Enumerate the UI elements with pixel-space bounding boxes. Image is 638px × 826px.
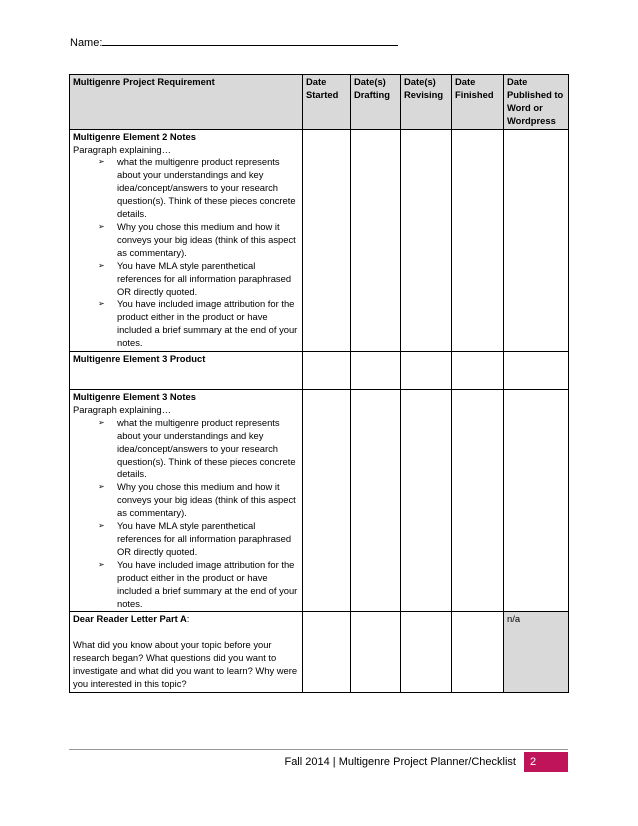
requirement-cell bbox=[70, 352, 303, 390]
date-drafting-cell[interactable] bbox=[351, 129, 401, 351]
page-number: 2 bbox=[524, 752, 568, 772]
header-date-drafting: Date(s) Drafting bbox=[351, 75, 401, 130]
bullet-list bbox=[73, 417, 299, 611]
date-started-cell[interactable] bbox=[303, 390, 351, 612]
header-requirement: Multigenre Project Requirement bbox=[70, 75, 303, 130]
date-finished-cell[interactable] bbox=[452, 352, 504, 390]
row-title-suffix: : bbox=[186, 613, 190, 625]
date-revising-cell[interactable] bbox=[401, 390, 452, 612]
table-row bbox=[70, 390, 569, 612]
row-title: Dear Reader Letter Part A bbox=[73, 613, 187, 625]
date-finished-cell[interactable] bbox=[452, 612, 504, 693]
requirement-cell bbox=[70, 612, 303, 693]
date-started-cell[interactable] bbox=[303, 352, 351, 390]
table-row bbox=[70, 612, 569, 693]
date-finished-cell[interactable] bbox=[452, 129, 504, 351]
row-intro: Paragraph explaining… bbox=[73, 143, 171, 155]
name-field[interactable] bbox=[70, 36, 398, 49]
date-revising-cell[interactable] bbox=[401, 352, 452, 390]
page-footer bbox=[284, 752, 568, 772]
name-label: Name: bbox=[70, 37, 103, 49]
planner-table bbox=[69, 74, 569, 693]
list-item: ➢ Why you chose this medium and how it conveys your big ideas (think of this aspect as commentary). bbox=[117, 221, 299, 260]
footer-text: Fall 2014 | Multigenre Project Planner/Checklist bbox=[284, 756, 516, 768]
header-row bbox=[70, 75, 569, 130]
list-item: ➢ You have MLA style parenthetical references for all information paraphrased OR directly quoted. bbox=[117, 260, 299, 299]
row-title: Multigenre Element 3 Product bbox=[73, 353, 206, 365]
row-title: Multigenre Element 3 Notes bbox=[73, 391, 196, 403]
table-row bbox=[70, 352, 569, 390]
date-started-cell[interactable] bbox=[303, 612, 351, 693]
footer-divider bbox=[69, 749, 568, 750]
list-item: ➢ what the multigenre product represents about your understandings and key idea/concept/answers to your research question(s). Think of these pieces concrete details. bbox=[117, 156, 299, 221]
date-revising-cell[interactable] bbox=[401, 129, 452, 351]
date-drafting-cell[interactable] bbox=[351, 390, 401, 612]
name-underline bbox=[102, 36, 398, 46]
header-date-started: Date Started bbox=[303, 75, 351, 130]
requirement-cell bbox=[70, 129, 303, 351]
list-item: ➢ You have included image attribution for the product either in the product or have included a brief summary at the end of your notes. bbox=[117, 298, 299, 350]
table-row bbox=[70, 129, 569, 351]
date-revising-cell[interactable] bbox=[401, 612, 452, 693]
bullet-list bbox=[73, 156, 299, 350]
date-published-cell[interactable] bbox=[504, 129, 569, 351]
requirement-cell bbox=[70, 390, 303, 612]
list-item: ➢ You have included image attribution for the product either in the product or have included a brief summary at the end of your notes. bbox=[117, 559, 299, 611]
date-drafting-cell[interactable] bbox=[351, 352, 401, 390]
date-published-cell: n/a bbox=[504, 612, 569, 693]
list-item: ➢ what the multigenre product represents about your understandings and key idea/concept/answers to your research question(s). Think of these pieces concrete details. bbox=[117, 417, 299, 482]
header-date-revising: Date(s) Revising bbox=[401, 75, 452, 130]
list-item: ➢ Why you chose this medium and how it conveys your big ideas (think of this aspect as commentary). bbox=[117, 481, 299, 520]
row-title: Multigenre Element 2 Notes bbox=[73, 130, 196, 142]
header-date-published: Date Published to Word or Wordpress bbox=[504, 75, 569, 130]
date-finished-cell[interactable] bbox=[452, 390, 504, 612]
date-published-cell[interactable] bbox=[504, 352, 569, 390]
header-date-finished: Date Finished bbox=[452, 75, 504, 130]
row-intro: Paragraph explaining… bbox=[73, 403, 171, 415]
row-body: What did you know about your topic before your research began? What questions did you want to investigate and what did you want to learn? Why were you interested in this topic? bbox=[73, 639, 298, 690]
date-published-cell[interactable] bbox=[504, 390, 569, 612]
date-started-cell[interactable] bbox=[303, 129, 351, 351]
date-drafting-cell[interactable] bbox=[351, 612, 401, 693]
list-item: ➢ You have MLA style parenthetical references for all information paraphrased OR directly quoted. bbox=[117, 520, 299, 559]
